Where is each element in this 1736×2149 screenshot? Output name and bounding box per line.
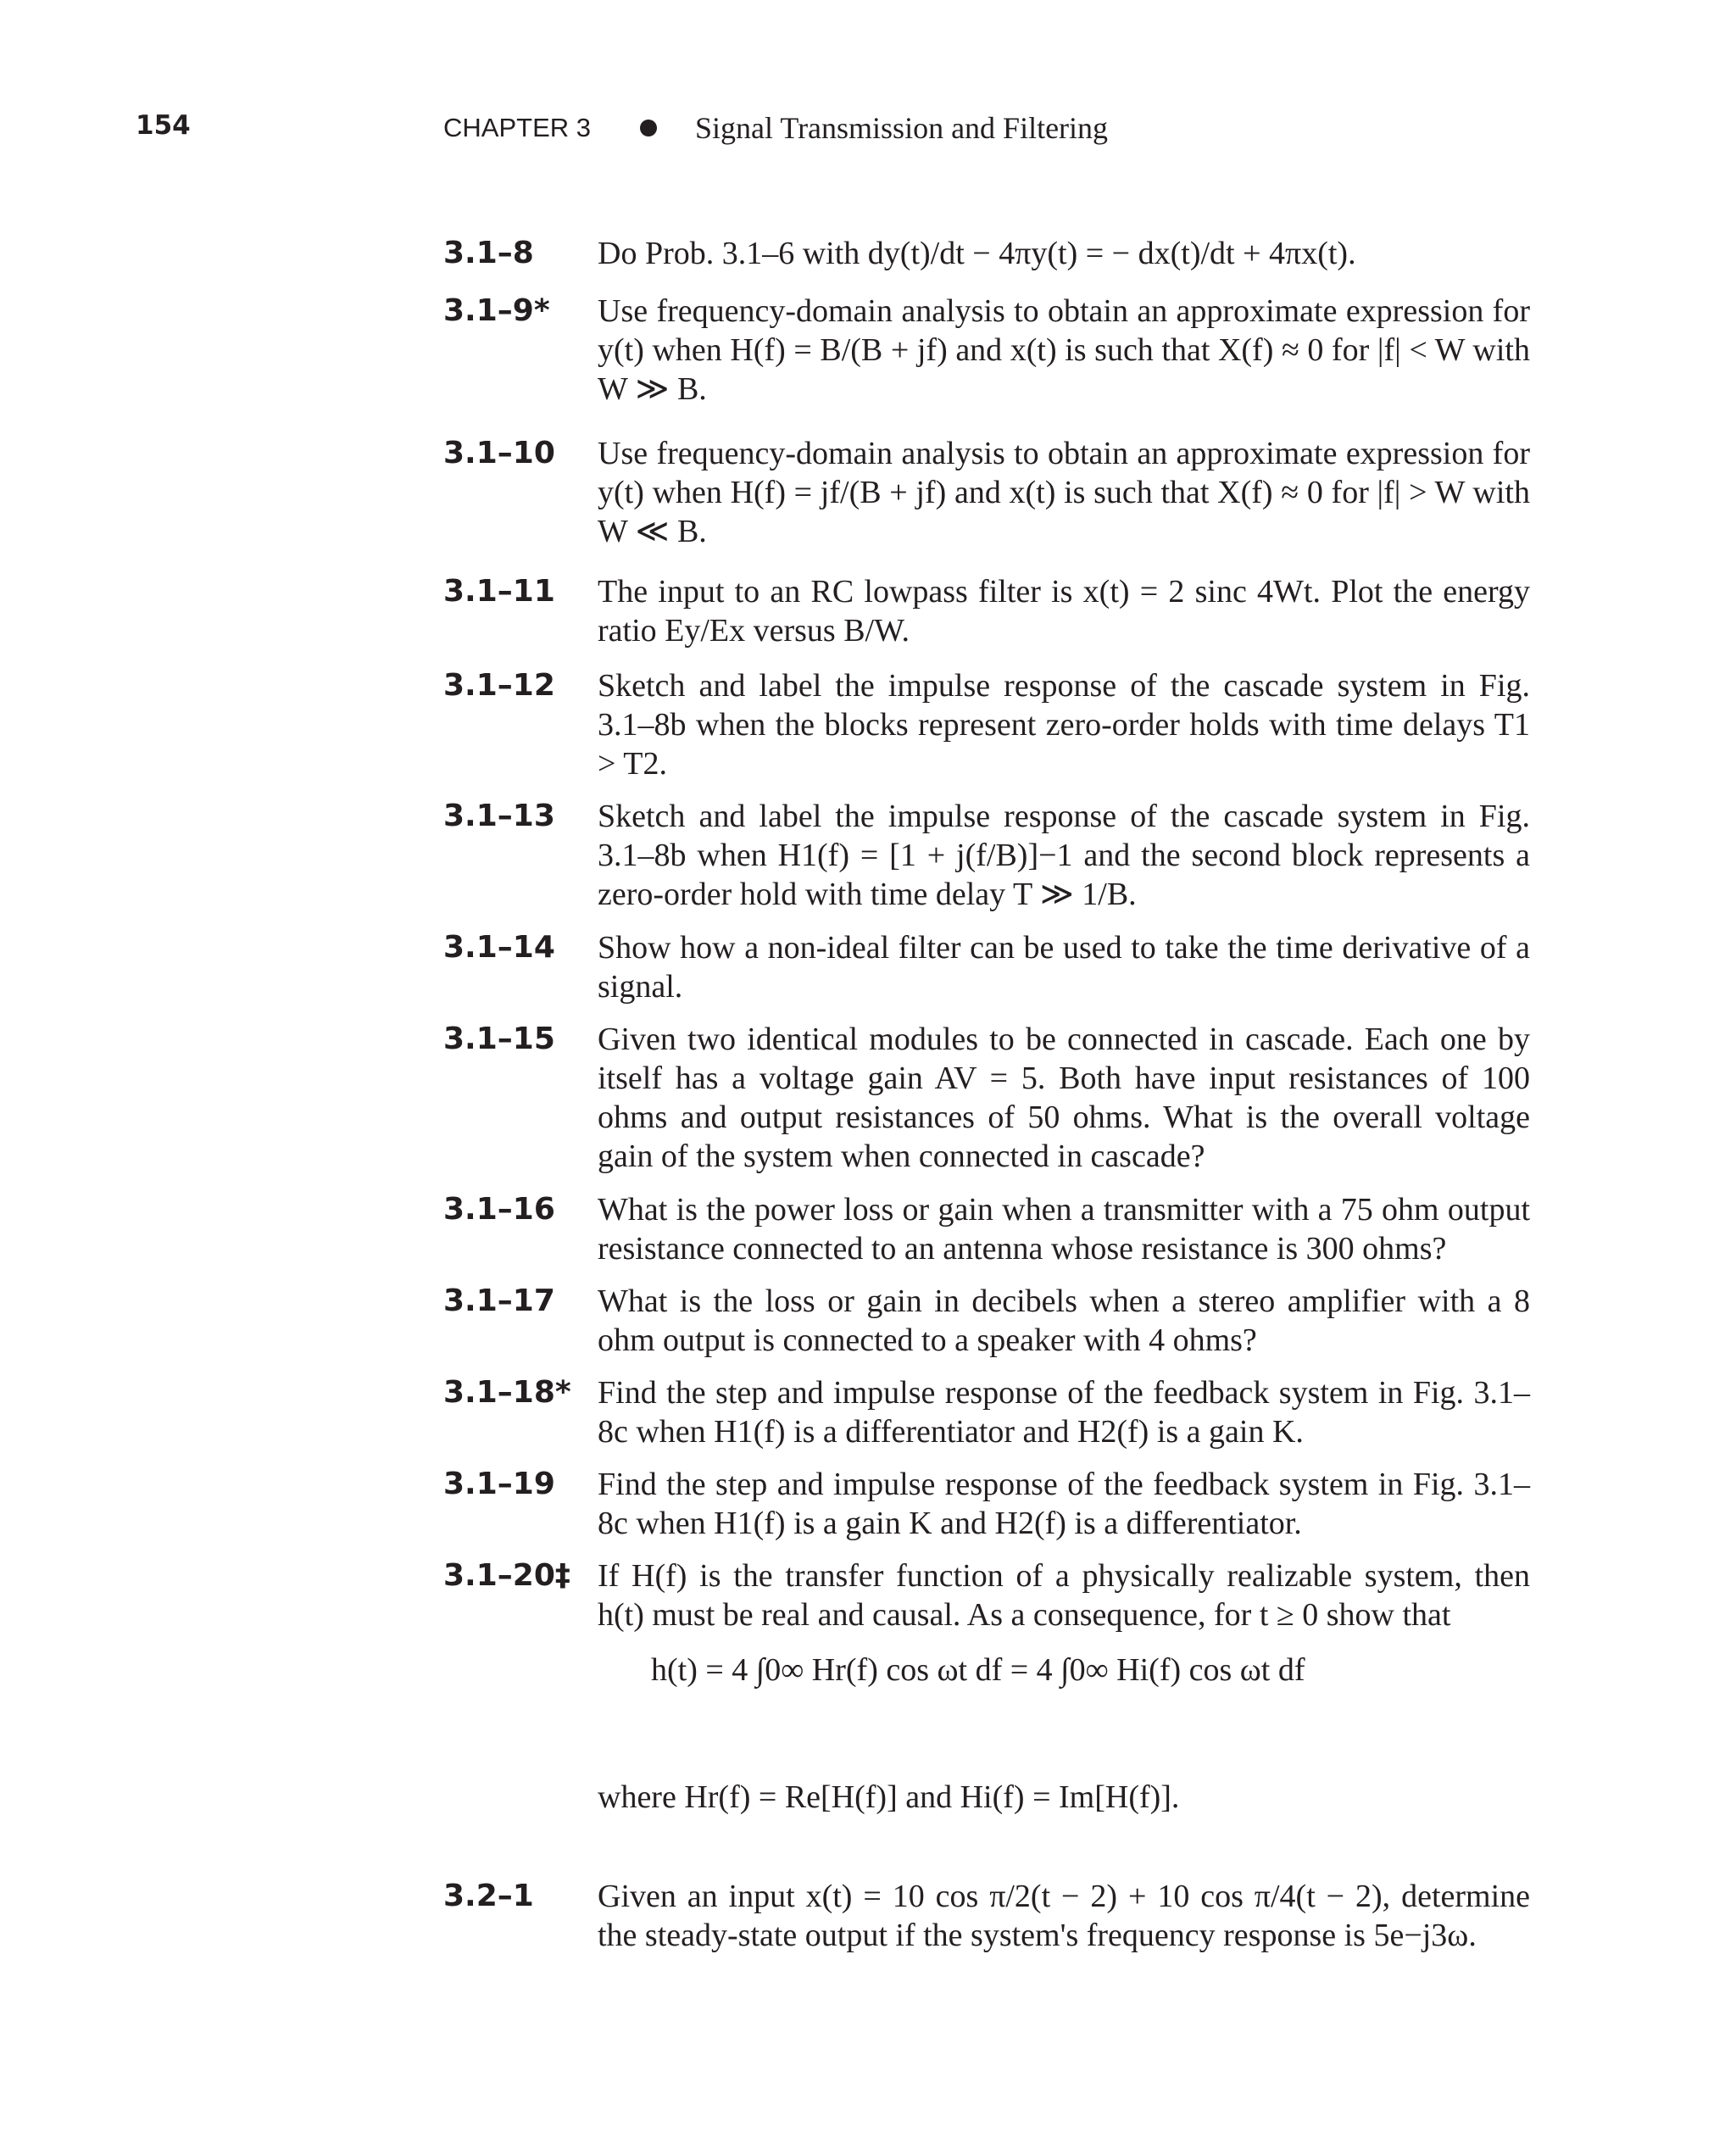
problem-text-content: Given an input x(t) = 10 cos π/2(t − 2) + 10 cos π/4(t − 2), determine the steady-state output if the system's frequency response is 5e−j3ω. <box>598 1879 1530 1953</box>
problem-number: 3.1–17 <box>443 1283 555 1318</box>
problem-text-content: Find the step and impulse response of the feedback system in Fig. 3.1–8c when H1(f) is a gain K and H2(f) is a differentiator. <box>598 1467 1530 1541</box>
problem-number: 3.1–14 <box>443 930 555 965</box>
problem-text <box>598 1020 1530 1176</box>
problem-number: 3.1–11 <box>443 574 555 609</box>
problem-text-content: Sketch and label the impulse response of the cascade system in Fig. 3.1–8b when H1(f) = [1 + j(f/B)]−1 and the second block represents a zero-order hold with time delay T ≫ 1/B. <box>598 799 1530 912</box>
problem-text-content: Do Prob. 3.1–6 with dy(t)/dt − 4πy(t) = − dx(t)/dt + 4πx(t). <box>598 236 1356 271</box>
problem-text-content: What is the power loss or gain when a transmitter with a 75 ohm output resistance connected to an antenna whose resistance is 300 ohms? <box>598 1192 1530 1267</box>
problem-text-content: Use frequency-domain analysis to obtain an approximate expression for y(t) when H(f) = B/(B + jf) and x(t) is such that X(f) ≈ 0 for |f| < W with W ≫ B. <box>598 293 1530 407</box>
problem-text <box>598 1373 1530 1451</box>
problem-number: 3.2–1 <box>443 1879 534 1913</box>
problem-text <box>598 666 1530 783</box>
problem-text-content: What is the loss or gain in decibels when a stereo amplifier with a 8 ohm output is connected to a speaker with 4 ohms? <box>598 1283 1530 1358</box>
problem-text <box>598 292 1530 409</box>
problem-text-content: Sketch and label the impulse response of the cascade system in Fig. 3.1–8b when the blocks represent zero-order holds with time delays T1 > T2. <box>598 668 1530 782</box>
problem-text-content: Use frequency-domain analysis to obtain an approximate expression for y(t) when H(f) = jf/(B + jf) and x(t) is such that X(f) ≈ 0 for |f| > W with W ≪ B. <box>598 436 1530 549</box>
problem-text <box>598 572 1530 650</box>
page-number: 154 <box>136 110 191 141</box>
equation-text: h(t) = 4 ∫0∞ Hr(f) cos ωt df = 4 ∫0∞ Hi(f) cos ωt df <box>651 1652 1305 1688</box>
equation-where-clause: where Hr(f) = Re[H(f)] and Hi(f) = Im[H(f)]. <box>598 1779 1180 1815</box>
problem-text <box>598 1190 1530 1268</box>
problem-text <box>598 434 1530 551</box>
problem-text-content: Given two identical modules to be connected in cascade. Each one by itself has a voltage gain AV = 5. Both have input resistances of 100 ohms and output resistances of 50 ohms. What is the overall voltage gain of the system when connected in cascade? <box>598 1022 1530 1174</box>
problem-number: 3.1–18* <box>443 1375 571 1410</box>
problem-text-content: If H(f) is the transfer function of a physically realizable system, then h(t) must be real and causal. As a consequence, for t ≥ 0 show that <box>598 1558 1530 1633</box>
problem-text <box>598 797 1530 914</box>
problem-text-content: Show how a non-ideal filter can be used to take the time derivative of a signal. <box>598 930 1530 1005</box>
display-equation <box>651 1651 1414 1762</box>
problem-text-content: Find the step and impulse response of the feedback system in Fig. 3.1–8c when H1(f) is a differentiator and H2(f) is a gain K. <box>598 1375 1530 1450</box>
problem-number: 3.1–16 <box>443 1192 555 1227</box>
problem-text-content: The input to an RC lowpass filter is x(t) = 2 sinc 4Wt. Plot the energy ratio Ey/Ex versus B/W. <box>598 574 1530 649</box>
problem-number: 3.1–8 <box>443 236 534 270</box>
problem-text <box>598 1465 1530 1543</box>
problem-number: 3.1–13 <box>443 799 555 833</box>
problem-text <box>598 1556 1530 1634</box>
problem-number: 3.1–15 <box>443 1022 555 1056</box>
problem-number: 3.1–20‡ <box>443 1558 570 1593</box>
problem-number: 3.1–9* <box>443 293 550 328</box>
problem-text <box>598 1282 1530 1360</box>
problem-number: 3.1–10 <box>443 436 555 470</box>
problem-number: 3.1–19 <box>443 1467 555 1501</box>
chapter-title: Signal Transmission and Filtering <box>694 111 1109 145</box>
running-header <box>443 110 1108 146</box>
problem-number: 3.1–12 <box>443 668 555 703</box>
problem-text <box>598 234 1530 273</box>
problem-text <box>598 1877 1530 1955</box>
chapter-label: CHAPTER 3 <box>443 113 591 142</box>
problem-text <box>598 928 1530 1006</box>
bullet-icon <box>640 120 657 136</box>
